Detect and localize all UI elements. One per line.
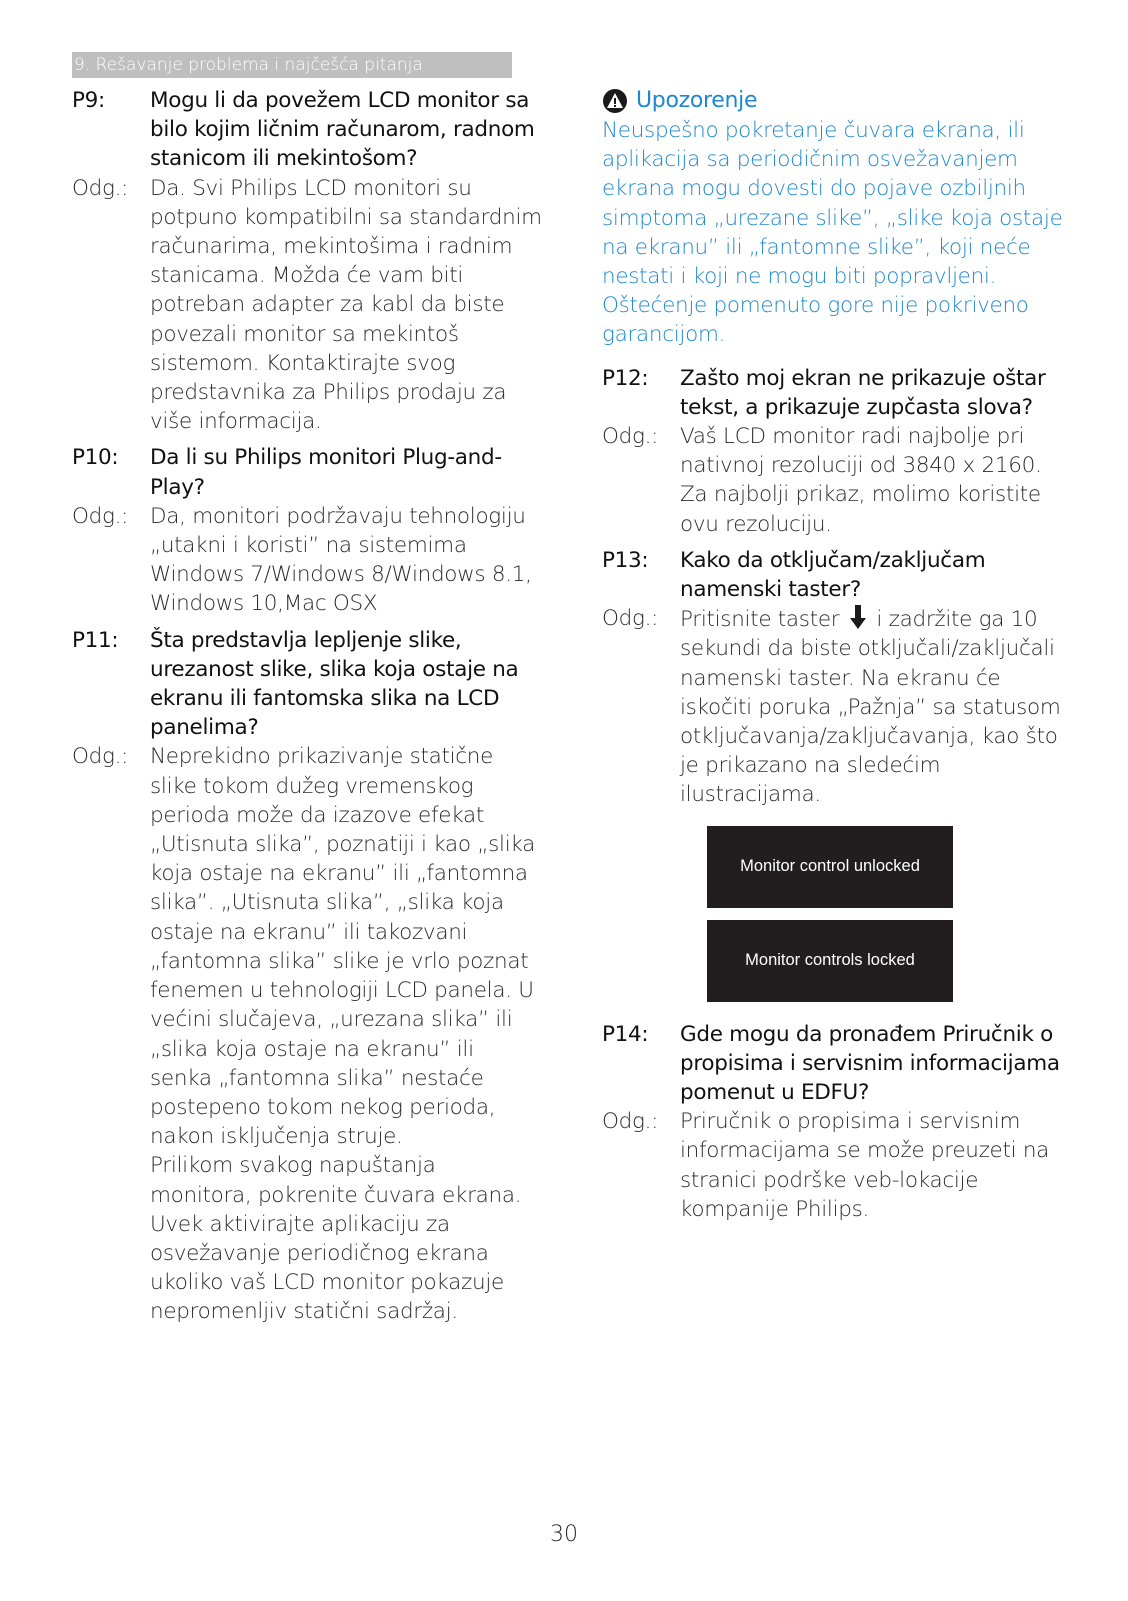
answer-paragraph: Neprekidno prikazivanje statične slike tokom dužeg vremenskog perioda može da izazove efekat „Utisnuta slika”, poznatiji i kao „slika koja ostaje na ekranu” ili „fantomna slika”. „Utisnuta slika”, „slika koja ostaje na ekranu” ili takozvani „fantomna slika” slike je vrlo poznat fenemen u tehnologiji LCD panela. U većini slučajeva, „urezana slika” ili „slika koja ostaje na ekranu” ili senka „fantomna slika” nestaće postepeno tokom nekog perioda, nakon isključenja struje. bbox=[150, 744, 536, 1150]
osd-message-locked bbox=[707, 920, 953, 1002]
question-label: P12: bbox=[602, 365, 649, 391]
question-text: Gde mogu da pronađem Priručnik o propisima i servisnim informacijama pomenut u EDFU? bbox=[680, 1021, 1060, 1106]
osd-message-unlocked bbox=[707, 826, 953, 908]
answer-p14 bbox=[602, 1107, 1072, 1224]
answer-label: Odg.: bbox=[602, 606, 659, 632]
answer-text: Priručnik o propisima i servisnim informacijama se može preuzeti na stranici podrške veb-lokacije kompanije Philips. bbox=[680, 1109, 1050, 1222]
question-label: P9: bbox=[72, 88, 105, 113]
warning-title: Upozorenje bbox=[636, 88, 758, 113]
answer-text-after: i zadržite ga 10 sekundi da biste otključali/zaključali namenski taster. Na ekranu će iskočiti poruka „Pažnja” sa statusom otključavanja/zaključavanja, kao što je prikazano na sledećim ilustracijama. bbox=[680, 607, 1061, 808]
warning-text: Neuspešno pokretanje čuvara ekrana, ili aplikacija sa periodičnim osvežavanjem ekrana mogu dovesti do pojave ozbiljnih simptoma „urezane slike”, „slike koja ostaje na ekranu” ili „fantomne slike”, koji neće nestati i koji ne mogu biti popravljeni. Oštećenje pomenuto gore nije pokriveno garancijom. bbox=[602, 118, 1063, 348]
answer-p13 bbox=[602, 604, 1072, 809]
answer-p11 bbox=[72, 742, 542, 1326]
question-label: P13: bbox=[602, 547, 649, 573]
answer-text bbox=[680, 604, 1072, 809]
question-p10 bbox=[72, 443, 542, 501]
answer-text bbox=[150, 742, 542, 1326]
warning-icon bbox=[602, 88, 628, 114]
answer-label: Odg.: bbox=[602, 424, 659, 450]
answer-label: Odg.: bbox=[72, 175, 129, 201]
answer-text-before: Pritisnite taster bbox=[680, 607, 840, 633]
question-text: Zašto moj ekran ne prikazuje oštar tekst, a prikazuje zupčasta slova? bbox=[680, 365, 1046, 420]
down-arrow-icon bbox=[849, 604, 867, 630]
answer-p10 bbox=[72, 502, 542, 619]
answer-paragraph: Uvek aktivirajte aplikaciju za osvežavanje periodičnog ekrana ukoliko vaš LCD monitor pokazuje nepromenljiv statični sadržaj. bbox=[150, 1211, 504, 1325]
question-text: Šta predstavlja lepljenje slike, urezanost slike, slika koja ostaje na ekranu ili fantomska slika na LCD panelima? bbox=[150, 627, 519, 741]
osd-unlocked-text: Monitor control unlocked bbox=[740, 857, 920, 876]
answer-p9 bbox=[72, 174, 542, 437]
answer-paragraph: Prilikom svakog napuštanja monitora, pokrenite čuvara ekrana. bbox=[150, 1153, 522, 1208]
page-number: 30 bbox=[550, 1522, 578, 1547]
answer-label: Odg.: bbox=[72, 503, 129, 529]
question-text: Mogu li da povežem LCD monitor sa bilo kojim ličnim računarom, radnom stanicom ili mekintošom? bbox=[150, 88, 535, 172]
answer-text: Vaš LCD monitor radi najbolje pri nativnoj rezoluciji od 3840 x 2160. Za najbolji prikaz, molimo koristite ovu rezoluciju. bbox=[680, 424, 1042, 537]
question-p11 bbox=[72, 626, 542, 743]
osd-locked-text: Monitor controls locked bbox=[745, 951, 915, 970]
section-header: 9. Rešavanje problema i najčešća pitanja bbox=[72, 52, 512, 78]
left-column bbox=[72, 86, 542, 1327]
question-text: Kako da otključam/zaključam namenski taster? bbox=[680, 547, 986, 603]
question-p14 bbox=[602, 1020, 1072, 1108]
question-label: P11: bbox=[72, 627, 119, 653]
question-text: Da li su Philips monitori Plug-and-Play? bbox=[150, 445, 502, 500]
question-label: P14: bbox=[602, 1021, 649, 1047]
question-p12 bbox=[602, 364, 1072, 422]
answer-text: Da. Svi Philips LCD monitori su potpuno kompatibilni sa standardnim računarima, mekintošima i radnim stanicama. Možda će vam biti potreban adapter za kabl da biste povezali monitor sa mekintoš sistemom. Kontaktirajte svog predstavnika za Philips prodaju za više informacija. bbox=[150, 175, 542, 435]
right-column bbox=[602, 86, 1072, 1224]
answer-p12 bbox=[602, 422, 1072, 539]
answer-label: Odg.: bbox=[602, 1109, 659, 1135]
question-label: P10: bbox=[72, 445, 119, 471]
warning-heading bbox=[602, 86, 1072, 116]
question-p9 bbox=[72, 86, 542, 174]
question-p13 bbox=[602, 546, 1072, 604]
answer-label: Odg.: bbox=[72, 744, 129, 770]
answer-text: Da, monitori podržavaju tehnologiju „utakni i koristi” na sistemima Windows 7/Windows 8/Windows 8.1, Windows 10,Mac OSX bbox=[150, 503, 532, 617]
